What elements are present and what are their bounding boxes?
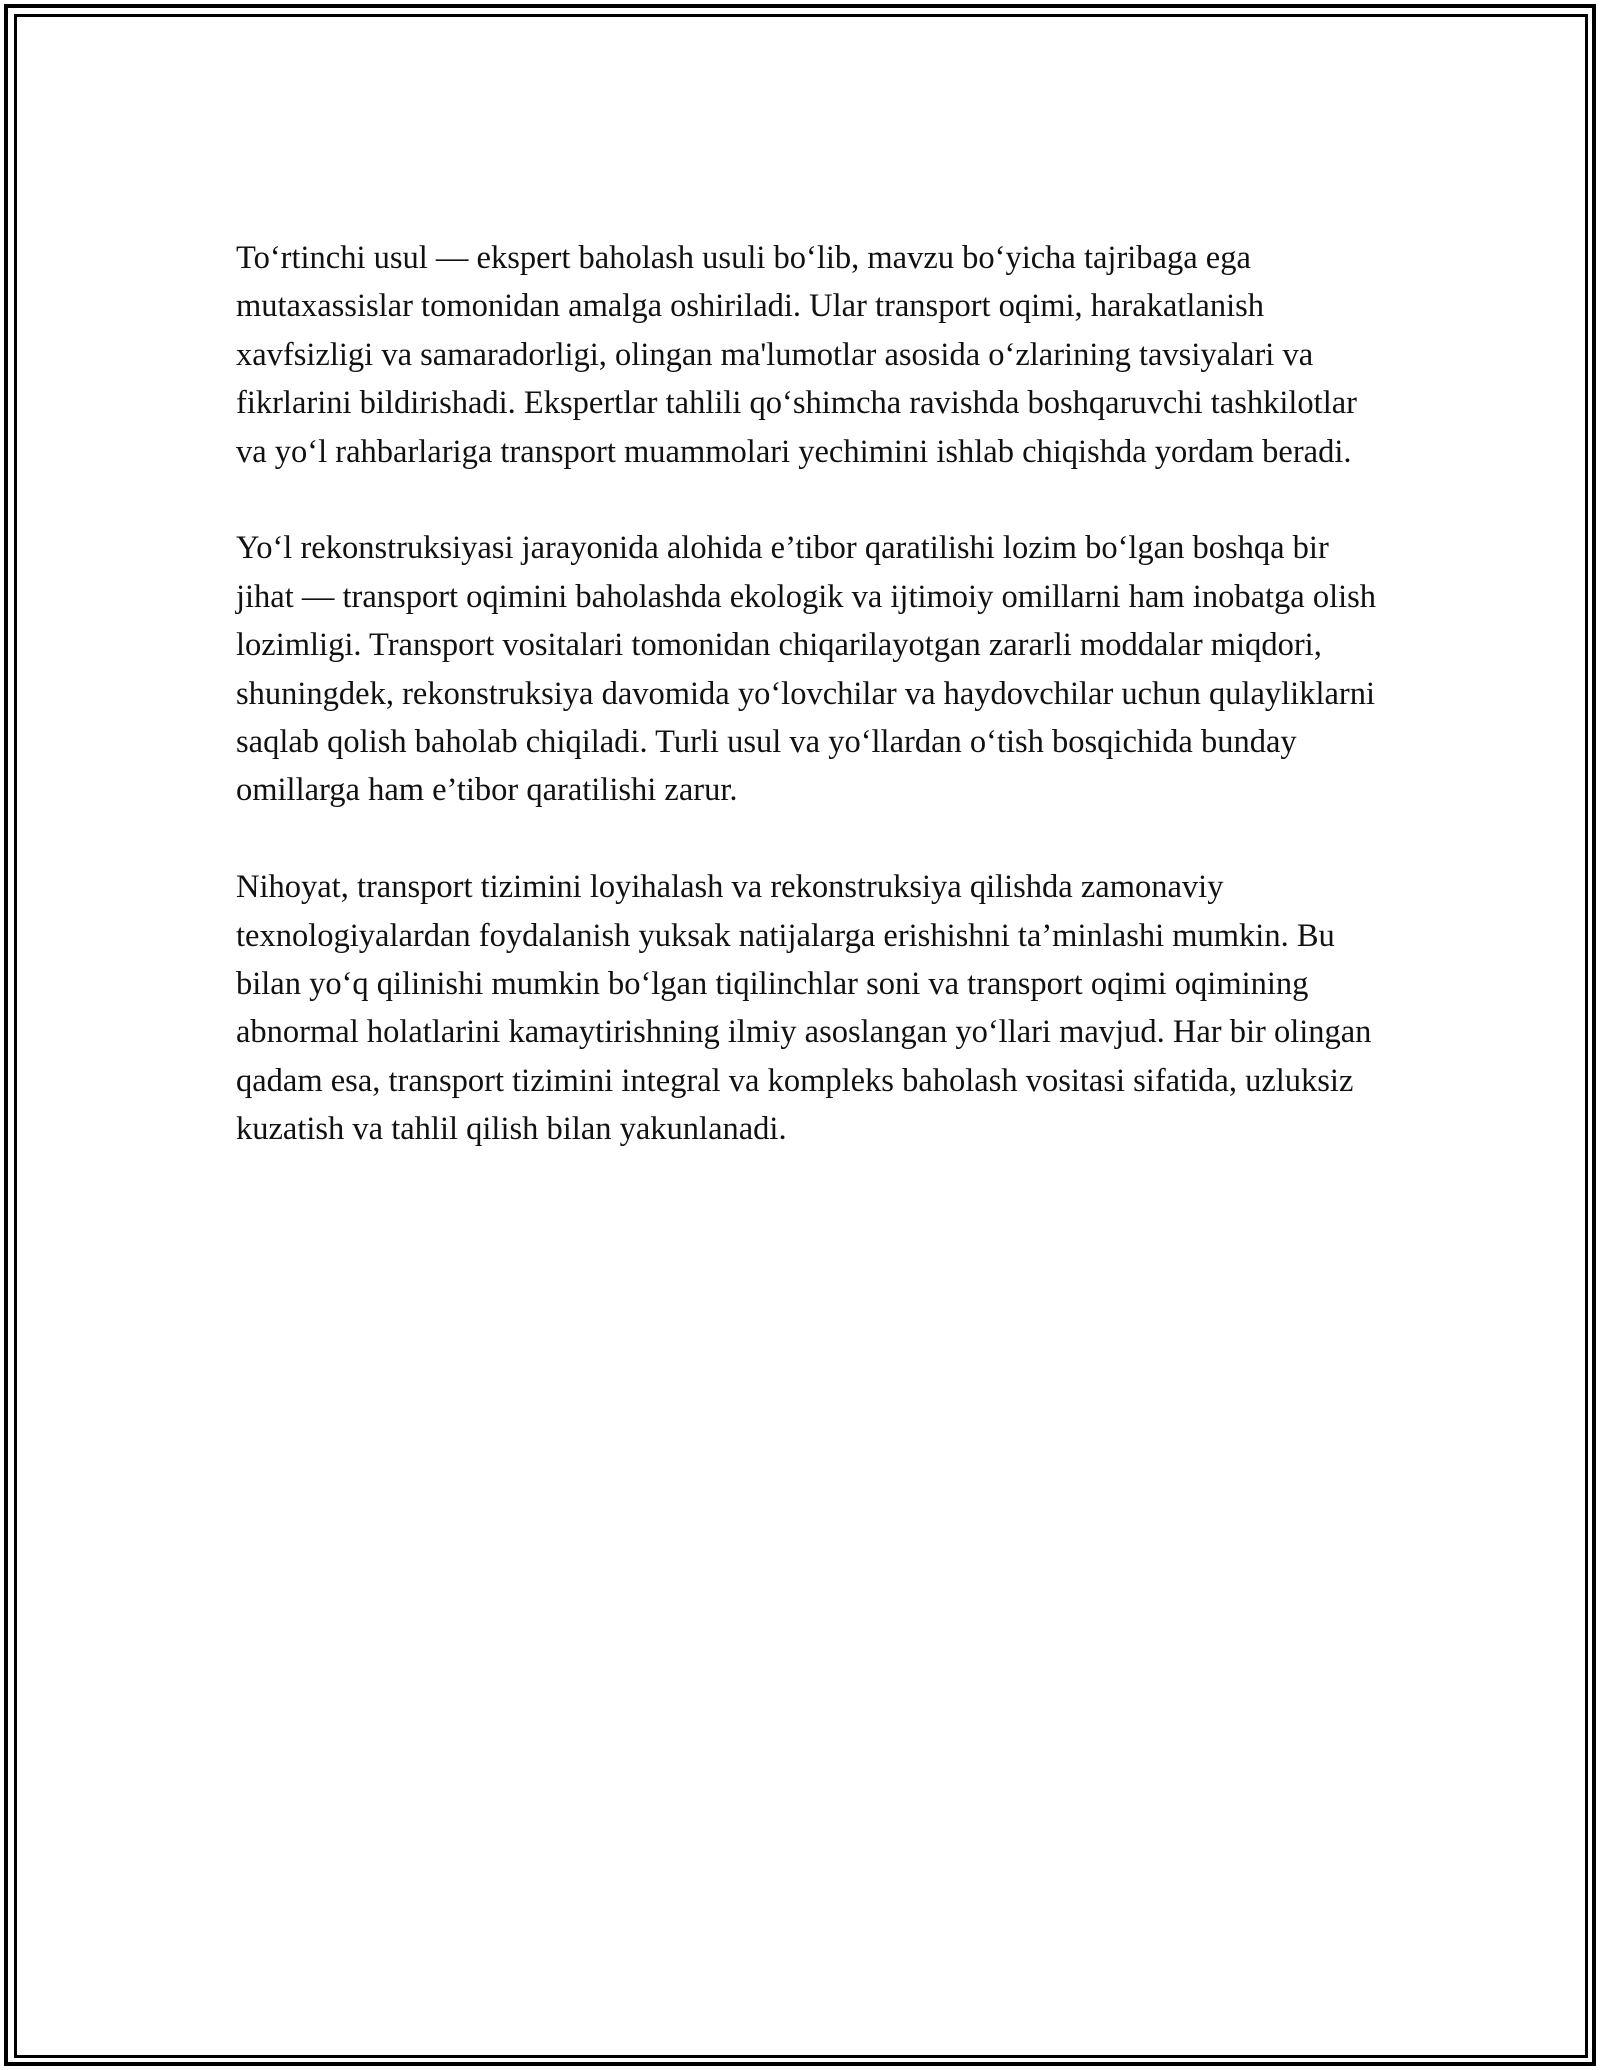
paragraph-3: Nihoyat, transport tizimini loyihalash va rekonstruksiya qilishda zamonaviy texnologiyalardan foydalanish yuksak natijalarga erishishni ta’minlashi mumkin. Bu bilan yo‘q qilinishi mumkin bo‘lgan tiqilinchlar soni va transport oqimi oqimining abnormal holatlarini kamaytirishning ilmiy asoslangan yo‘llari mavjud. Har bir olingan qadam esa, transport tizimini integral va kompleks baholash vositasi sifatida, uzluksiz kuzatish va tahlil qilish bilan yakunlanadi. — [236, 869, 1372, 1148]
paragraph-2: Yo‘l rekonstruksiyasi jarayonida alohida e’tibor qaratilishi lozim bo‘lgan boshqa bir jihat — transport oqimini baholashda ekologik va ijtimoiy omillarni ham inobatga olish lozimligi. Transport vositalari tomonidan chiqarilayotgan zararli moddalar miqdori, shuningdek, rekonstruksiya davomida yo‘lovchilar va haydovchilar uchun qulayliklarni saqlab qolish baholab chiqiladi. Turli usul va yo‘llardan o‘tish bosqichida bunday omillarga ham e’tibor qaratilishi zarur. — [236, 530, 1377, 809]
document-body — [236, 234, 1386, 1202]
paragraph-1: To‘rtinchi usul — ekspert baholash usuli bo‘lib, mavzu bo‘yicha tajribaga ega mutaxassislar tomonidan amalga oshiriladi. Ular transport oqimi, harakatlanish xavfsizligi va samaradorligi, olingan ma'lumotlar asosida o‘zlarining tavsiyalari va fikrlarini bildirishadi. Ekspertlar tahlili qo‘shimcha ravishda boshqaruvchi tashkilotlar va yo‘l rahbarlariga transport muammolari yechimini ishlab chiqishda yordam beradi. — [236, 240, 1357, 470]
